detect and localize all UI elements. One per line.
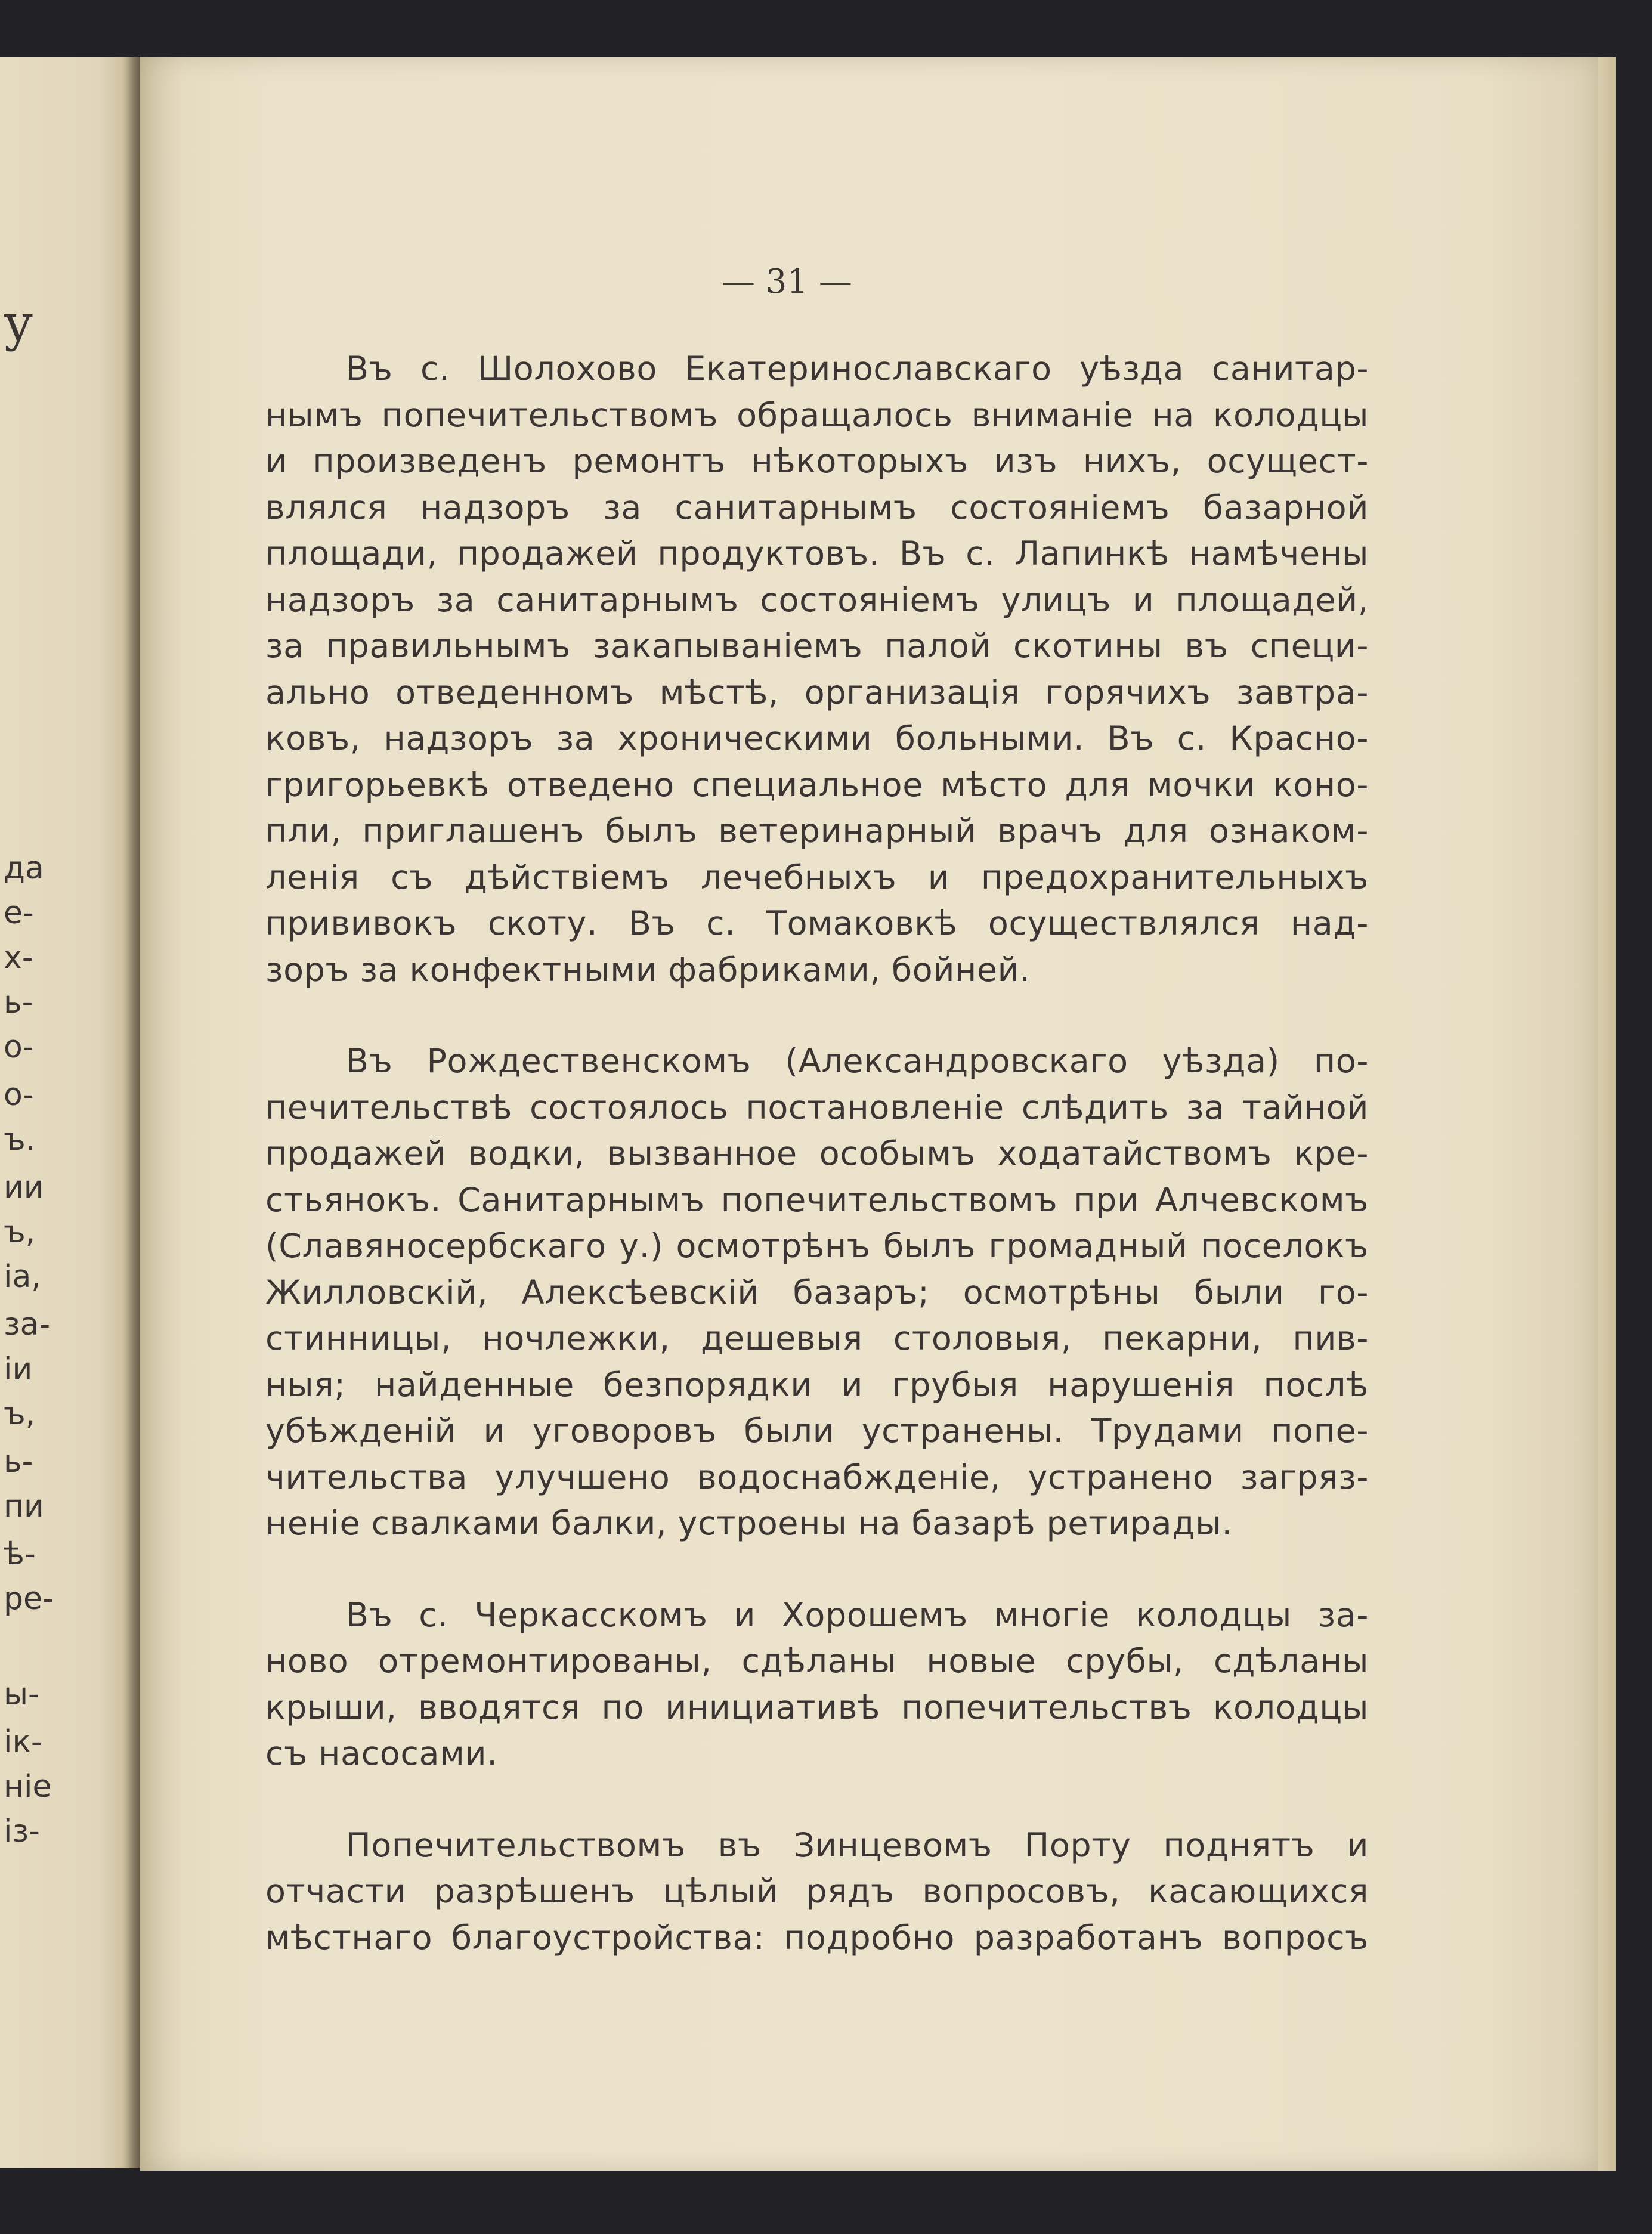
text-line: Попечительствомъ въ Зинцевомъ Порту поднятъ и bbox=[346, 1825, 1369, 1865]
text-line: крыши, вводятся по инициативѣ попечительствъ колодцы bbox=[265, 1688, 1369, 1727]
text-line: пли, приглашенъ былъ ветеринарный врачъ для ознаком- bbox=[265, 812, 1369, 850]
paragraph-3 bbox=[265, 1592, 1369, 1777]
left-page-line-fragment: ъ. bbox=[4, 1122, 36, 1158]
left-page-line-fragment: о- bbox=[4, 1077, 34, 1113]
paragraph-2 bbox=[265, 1038, 1369, 1547]
left-page-line-fragment: ы- bbox=[4, 1676, 39, 1712]
left-page-line-fragment: іа, bbox=[4, 1259, 41, 1295]
text-line: мѣстнаго благоустройства: подробно разработанъ вопросъ bbox=[265, 1918, 1369, 1957]
text-line: нымъ попечительствомъ обращалось вниманіе на колодцы bbox=[265, 395, 1369, 435]
left-page-line-fragment: о- bbox=[4, 1029, 34, 1065]
left-page-line-fragment: да bbox=[4, 850, 44, 886]
text-line: ально отведенномъ мѣстѣ, организація горячихъ завтра- bbox=[265, 673, 1369, 712]
left-page-line-fragment: іи bbox=[4, 1351, 33, 1387]
text-line: ныя; найденные безпорядки и грубыя нарушенія послѣ bbox=[265, 1365, 1369, 1404]
text-line: григорьевкѣ отведено специальное мѣсто для мочки коно- bbox=[265, 765, 1369, 805]
text-line: зоръ за конфектными фабриками, бойней. bbox=[265, 950, 1031, 989]
text-line: съ насосами. bbox=[265, 1734, 498, 1773]
page-body-text bbox=[265, 346, 1369, 1961]
text-line: убѣжденій и уговоровъ были устранены. Трудами попе- bbox=[265, 1412, 1369, 1450]
left-page-line-fragment: у bbox=[4, 294, 33, 352]
text-line: за правильнымъ закапываніемъ палой скотины въ специ- bbox=[265, 627, 1369, 666]
text-line: Въ с. Черкасскомъ и Хорошемъ многіе колодцы за- bbox=[346, 1595, 1369, 1635]
text-line: стьянокъ. Санитарнымъ попечительствомъ при Алчевскомъ bbox=[265, 1180, 1369, 1220]
paragraph-4 bbox=[265, 1823, 1369, 1961]
left-page-line-fragment: за- bbox=[4, 1307, 51, 1342]
left-page-line-fragment: ік- bbox=[4, 1724, 42, 1760]
left-page-line-fragment: ніе bbox=[4, 1769, 52, 1805]
text-line: ново отремонтированы, сдѣланы новые срубы, сдѣланы bbox=[265, 1642, 1369, 1681]
left-page-line-fragment: ре- bbox=[4, 1581, 54, 1617]
text-line: отчасти разрѣшенъ цѣлый рядъ вопросовъ, касающихся bbox=[265, 1872, 1369, 1911]
page-edge bbox=[1598, 57, 1616, 2171]
text-line: ковъ, надзоръ за хроническими больными. Въ с. Красно- bbox=[265, 719, 1369, 758]
text-line: влялся надзоръ за санитарнымъ состояніемъ базарной bbox=[265, 488, 1369, 527]
text-line: неніе свалками балки, устроены на базарѣ ретирады. bbox=[265, 1504, 1233, 1543]
text-line: Жилловскій, Алексѣевскій базаръ; осмотрѣны были го- bbox=[265, 1273, 1369, 1312]
text-line: прививокъ скоту. Въ с. Томаковкѣ осуществлялся над- bbox=[265, 904, 1369, 943]
text-line: Въ с. Шолохово Екатеринославскаго уѣзда санитар- bbox=[346, 349, 1369, 388]
left-page-line-fragment: пи bbox=[4, 1489, 44, 1524]
left-page-line-fragment: ъ, bbox=[4, 1214, 36, 1250]
text-line: ленія съ дѣйствіемъ лечебныхъ и предохранительныхъ bbox=[265, 858, 1369, 897]
text-line: (Славяносербскаго у.) осмотрѣнъ былъ громадный поселокъ bbox=[265, 1227, 1369, 1265]
left-page-line-fragment: ѣ- bbox=[4, 1536, 36, 1572]
left-page-line-fragment: ь- bbox=[4, 1444, 33, 1480]
text-line: печительствѣ состоялось постановленіе слѣдить за тайной bbox=[265, 1088, 1369, 1127]
text-line: площади, продажей продуктовъ. Въ с. Лапинкѣ намѣчены bbox=[265, 534, 1369, 573]
text-line: продажей водки, вызванное особымъ ходатайствомъ кре- bbox=[265, 1134, 1369, 1173]
text-line: чительства улучшено водоснабжденіе, устранено загряз- bbox=[265, 1458, 1369, 1497]
text-line: надзоръ за санитарнымъ состояніемъ улицъ и площадей, bbox=[265, 580, 1369, 620]
left-page-line-fragment: х- bbox=[4, 940, 33, 976]
paragraph-1 bbox=[265, 346, 1369, 993]
text-line: и произведенъ ремонтъ нѣкоторыхъ изъ нихъ, осущест- bbox=[265, 442, 1369, 481]
left-page-line-fragment: ъ, bbox=[4, 1396, 36, 1432]
text-line: стинницы, ночлежки, дешевыя столовыя, пекарни, пив- bbox=[265, 1319, 1369, 1358]
text-line: Въ Рождественскомъ (Александровскаго уѣзда) по- bbox=[346, 1042, 1369, 1081]
left-page-line-fragment: ь- bbox=[4, 985, 33, 1020]
left-page-fragment bbox=[0, 57, 140, 2168]
left-page-line-fragment: із- bbox=[4, 1814, 40, 1849]
left-page-line-fragment: ии bbox=[4, 1169, 44, 1205]
left-page-line-fragment: е- bbox=[4, 895, 34, 931]
page-number: — 31 — bbox=[722, 262, 852, 301]
